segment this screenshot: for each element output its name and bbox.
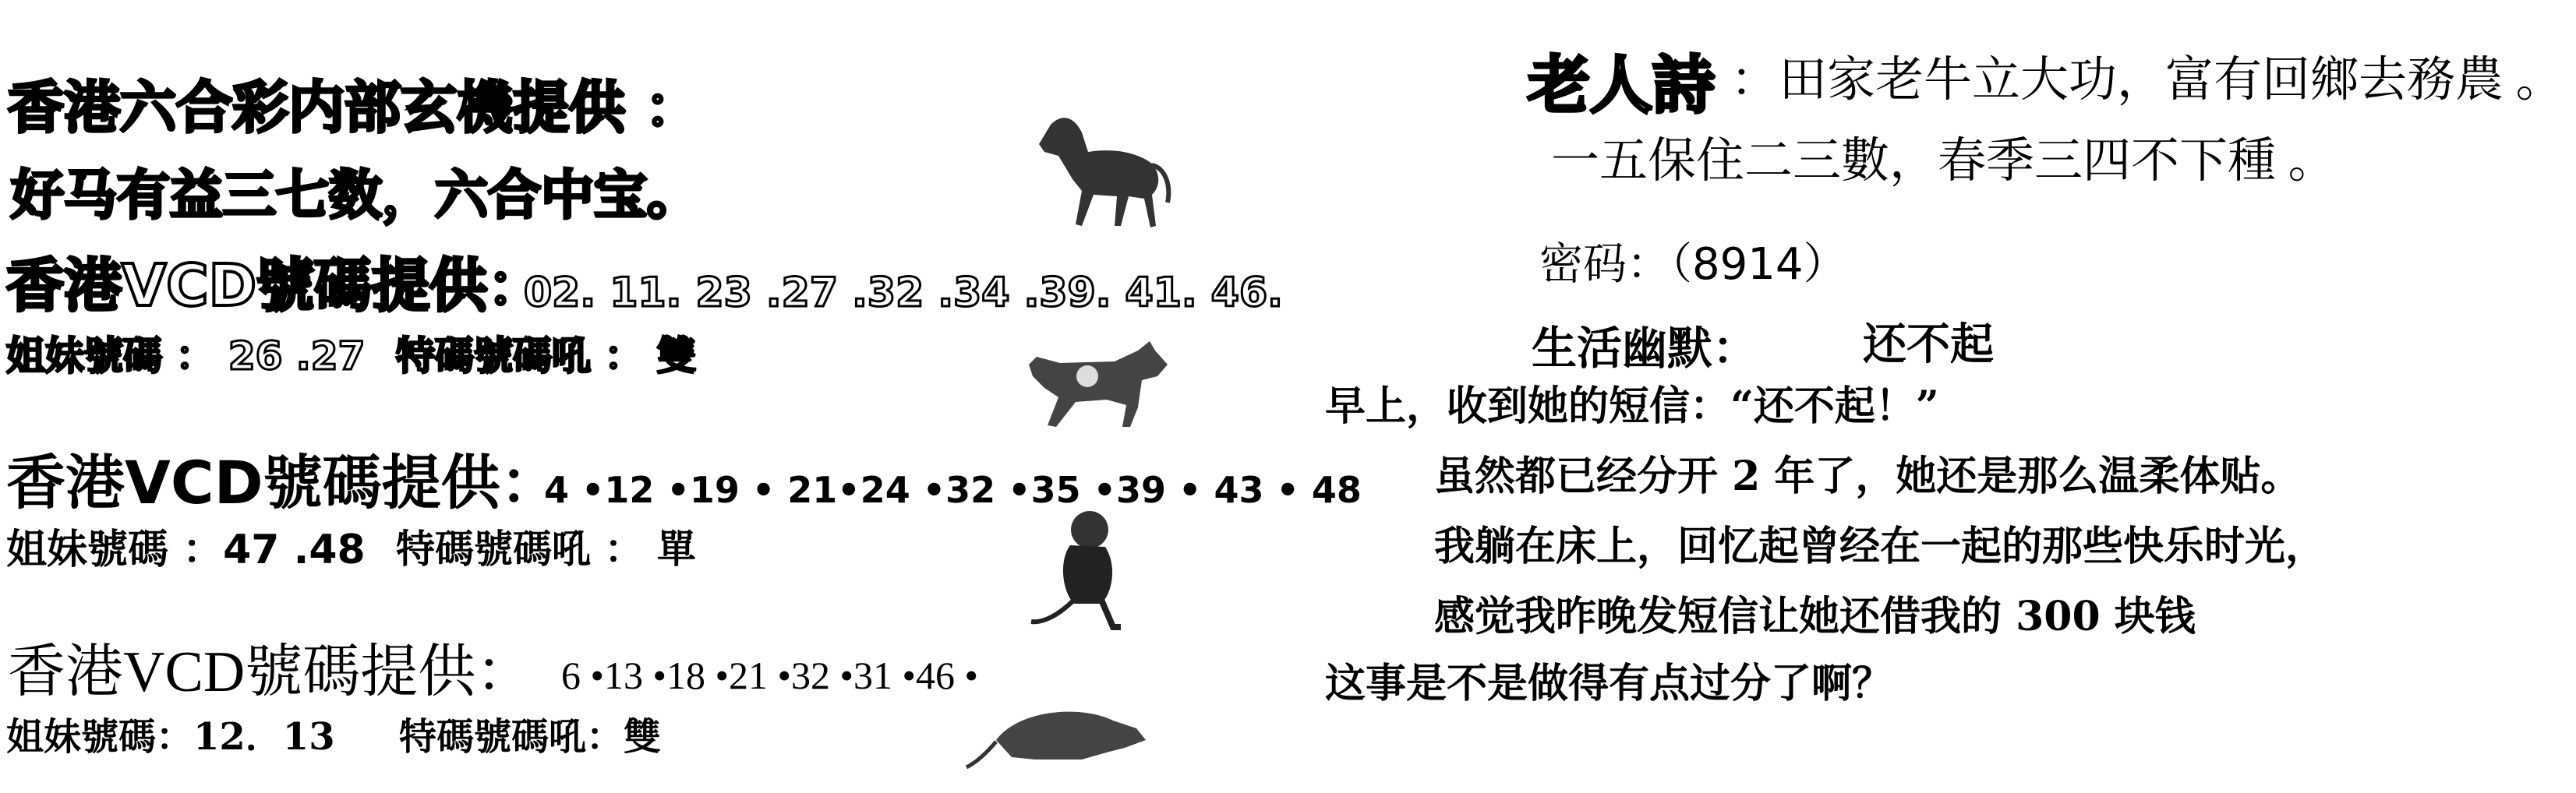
humor-subtitle: 还不起 bbox=[1863, 319, 1994, 370]
story-line-5: 这事是不是做得有点过分了啊？ bbox=[1325, 660, 1893, 707]
horse-icon bbox=[1027, 109, 1175, 249]
story-line-1: 早上，收到她的短信：“还不起！” bbox=[1325, 382, 1939, 430]
special-code-2: 特碼號碼吼 ： 單 bbox=[396, 527, 696, 572]
password: 密码：（8914） bbox=[1539, 239, 1847, 290]
vcd-label-3: 香港VCD號碼提供： bbox=[8, 640, 534, 704]
story-line-3: 我躺在床上，回忆起曾经在一起的那些快乐时光， bbox=[1434, 523, 2327, 570]
vcd-label-2: 香港VCD號碼提供： bbox=[6, 448, 560, 517]
slogan: 好马有益三七数，六合中宝。 bbox=[11, 165, 701, 227]
special-code-3: 特碼號碼吼：雙 bbox=[399, 715, 662, 759]
sister-numbers-2: 姐妹號碼 ：47 .48 bbox=[6, 527, 366, 573]
vcd-label-1: 香港VCD號碼提供： bbox=[6, 252, 546, 319]
dog-icon bbox=[1013, 333, 1177, 435]
humor-title: 生活幽默： bbox=[1532, 322, 1758, 375]
sister-numbers-1: 姐妹號碼 ： 26 .27 bbox=[6, 333, 366, 379]
vcd-numbers-1: 02. 11. 23 .27 .32 .34 .39. 41. 46. bbox=[524, 270, 1283, 316]
story-line-2: 虽然都已经分开 2 年了，她还是那么温柔体贴。 bbox=[1434, 453, 2302, 500]
poem-line-2: 一五保住二三數，春季三四不下種 。 bbox=[1551, 135, 2337, 188]
poem-line-1: ：田家老牛立大功，富有回鄉去務農 。 bbox=[1730, 54, 2564, 107]
story-line-4: 感觉我昨晚发短信让她还借我的 300 块钱 bbox=[1434, 593, 2196, 640]
poem-title: 老人詩 bbox=[1528, 49, 1715, 122]
vcd-numbers-2: 4 •12 •19 • 21•24 •32 •35 •39 • 43 • 48 bbox=[544, 469, 1362, 511]
special-code-1: 特碼號碼吼 ： 雙 bbox=[396, 333, 696, 379]
vcd-numbers-3: 6 •13 •18 •21 •32 •31 •46 • bbox=[561, 654, 979, 697]
monkey-icon bbox=[1027, 506, 1144, 631]
page-title: 香港六合彩内部玄機提供 ： bbox=[8, 75, 701, 140]
rat-icon bbox=[965, 686, 1152, 779]
sister-numbers-3: 姐妹號碼：12．13 bbox=[6, 715, 335, 759]
